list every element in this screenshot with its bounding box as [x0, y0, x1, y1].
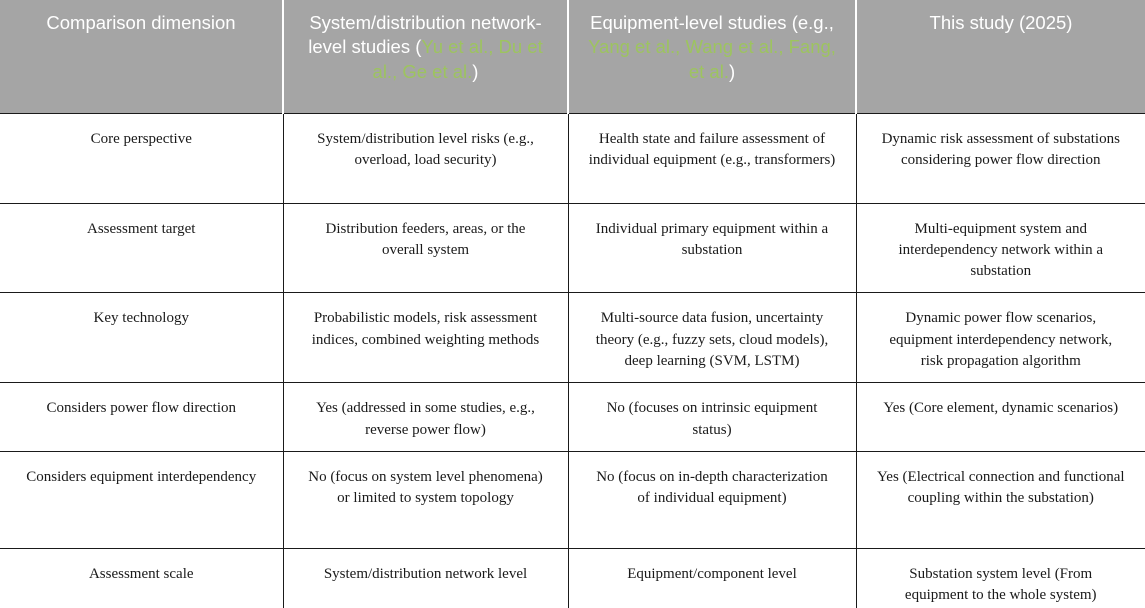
header-text: System/distribution network-level studies (: [308, 12, 542, 58]
header-row: [0, 0, 1145, 113]
system-studies-cell: No (focus on system level phenomena) or limited to system topology: [283, 451, 568, 548]
citation-links-system-studies[interactable]: Yu et al., Du et al., Ge et al.: [372, 36, 543, 82]
header-label: Comparison dimension: [46, 12, 236, 33]
header-text: Equipment-level studies (e.g.,: [590, 12, 834, 33]
this-study-cell: Yes (Core element, dynamic scenarios): [856, 383, 1145, 452]
system-studies-cell: Probabilistic models, risk assessment indices, combined weighting methods: [283, 293, 568, 383]
system-studies-cell: Distribution feeders, areas, or the overall system: [283, 203, 568, 293]
dimension-cell: Key technology: [0, 293, 283, 383]
table-row: [0, 548, 1145, 608]
this-study-cell: Dynamic risk assessment of substations considering power flow direction: [856, 113, 1145, 203]
this-study-cell: Dynamic power flow scenarios, equipment interdependency network, risk propagation algorithm: [856, 293, 1145, 383]
system-studies-cell: System/distribution level risks (e.g., overload, load security): [283, 113, 568, 203]
this-study-cell: Yes (Electrical connection and functional coupling within the substation): [856, 451, 1145, 548]
dimension-cell: Assessment scale: [0, 548, 283, 608]
table-body: [0, 113, 1145, 608]
dimension-cell: Considers power flow direction: [0, 383, 283, 452]
equipment-studies-cell: No (focus on in-depth characterization of individual equipment): [568, 451, 856, 548]
system-studies-cell: System/distribution network level: [283, 548, 568, 608]
table-header: [0, 0, 1145, 113]
citation-links-equipment-studies[interactable]: Yang et al., Wang et al., Fang, et al.: [588, 36, 836, 82]
equipment-studies-cell: Health state and failure assessment of individual equipment (e.g., transformers): [568, 113, 856, 203]
table-row: [0, 383, 1145, 452]
header-comparison-dimension: [0, 0, 283, 113]
table-row: [0, 293, 1145, 383]
header-system-network-studies: [283, 0, 568, 113]
header-equipment-level-studies: [568, 0, 856, 113]
dimension-cell: Considers equipment interdependency: [0, 451, 283, 548]
table-row: [0, 451, 1145, 548]
header-label: This study (2025): [929, 12, 1073, 33]
header-text-close-paren: ): [728, 60, 736, 82]
header-text-close-paren: ): [472, 60, 479, 82]
equipment-studies-cell: Individual primary equipment within a substation: [568, 203, 856, 293]
equipment-studies-cell: No (focuses on intrinsic equipment status): [568, 383, 856, 452]
table-row: [0, 113, 1145, 203]
this-study-cell: Substation system level (From equipment to the whole system): [856, 548, 1145, 608]
system-studies-cell: Yes (addressed in some studies, e.g., reverse power flow): [283, 383, 568, 452]
header-this-study: [856, 0, 1145, 113]
this-study-cell: Multi-equipment system and interdependency network within a substation: [856, 203, 1145, 293]
equipment-studies-cell: Multi-source data fusion, uncertainty theory (e.g., fuzzy sets, cloud models), deep learning (SVM, LSTM): [568, 293, 856, 383]
dimension-cell: Assessment target: [0, 203, 283, 293]
equipment-studies-cell: Equipment/component level: [568, 548, 856, 608]
table-row: [0, 203, 1145, 293]
dimension-cell: Core perspective: [0, 113, 283, 203]
